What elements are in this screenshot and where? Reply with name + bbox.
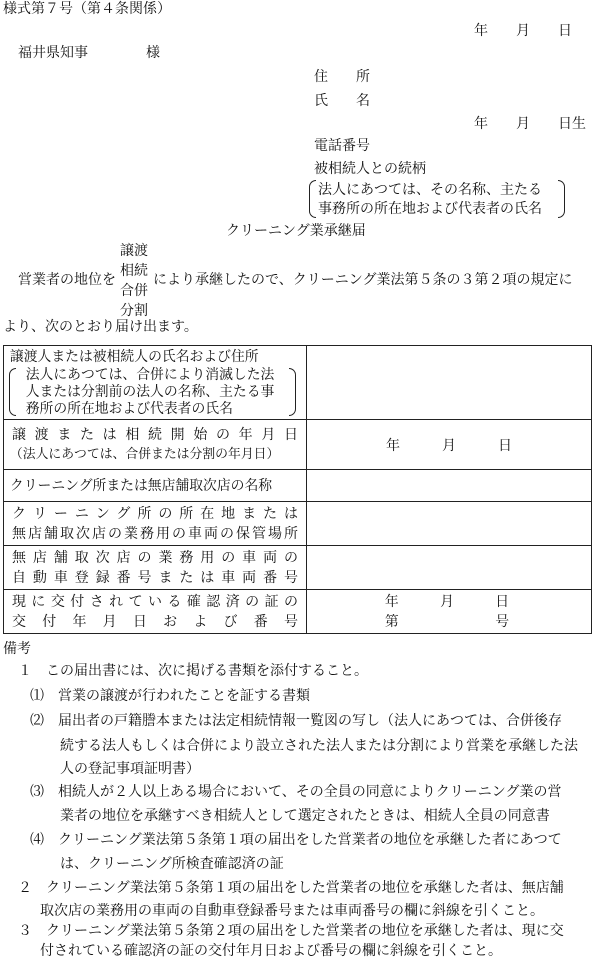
transferor-note-3: 務所の所在地および代表者の氏名 — [25, 401, 233, 417]
notes-heading: 備考 — [3, 641, 31, 657]
transfer-date-note: （法人にあつては、合併または分割の年月日） — [9, 446, 280, 462]
statement-line2: より、次のとおり届け出ます。 — [3, 319, 198, 335]
option-split: 分割 — [120, 303, 148, 319]
left-bracket — [309, 180, 316, 218]
option-merger: 合併 — [120, 283, 148, 299]
corp-note-line2: 事務所の所在地および代表者の氏名 — [318, 201, 542, 217]
location-value[interactable] — [307, 502, 592, 546]
table-row — [4, 420, 592, 470]
shop-name-label: クリーニング所または無店舗取次店の名称 — [9, 477, 273, 494]
location-label-2: 無店舗取次店の業務用の車両の保管場所 — [12, 525, 298, 542]
submission-date: 年 月 日 — [474, 23, 572, 39]
succession-table — [3, 345, 592, 634]
table-row — [4, 546, 592, 590]
option-inheritance: 相続 — [120, 263, 148, 279]
cell-certificate-label — [4, 590, 307, 634]
note-1-3a: ⑶ 相続人が２人以上ある場合において、その全員の同意によりクリーニング業の営 — [30, 784, 562, 800]
note-1-2a: ⑵ 届出者の戸籍謄本または法定相続情報一覧図の写し（法人にあつては、合併後存 — [30, 713, 562, 729]
transferor-label: 譲渡人または被相続人の氏名および住所 — [9, 349, 259, 365]
vehicle-label-1: 無店舗取次店の業務用の車両の — [12, 549, 298, 566]
note-3b: 付されている確認済の証の交付年月日および番号の欄に斜線を引くこと。 — [40, 943, 502, 959]
vehicle-label-2: 自動車登録番号または車両番号 — [12, 569, 298, 586]
note-1-4a: ⑷ クリーニング業法第５条第１項の届出をした営業者の地位を承継した者にあつて — [30, 832, 562, 848]
right-bracket — [558, 180, 565, 218]
table-row — [4, 346, 592, 420]
note-2a: ２ クリーニング業法第５条第１項の届出をした営業者の地位を承継した者は、無店舗 — [18, 880, 564, 896]
cell-transfer-date-label — [4, 420, 307, 470]
cell-transferor-label — [4, 346, 307, 420]
note-1-2b: 続する法人もしくは合併により設立された法人または分割により営業を承継した法 — [60, 738, 578, 754]
option-transfer: 譲渡 — [120, 243, 148, 259]
note-1: １ この届出書には、次に掲げる書類を添付すること。 — [18, 663, 368, 679]
addressee: 福井県知事 — [18, 45, 88, 61]
relation-label: 被相続人との続柄 — [314, 161, 426, 177]
address-label: 住 所 — [314, 69, 370, 85]
note-3a: ３ クリーニング業法第５条第２項の届出をした営業者の地位を承継した者は、現に交 — [18, 923, 564, 939]
certificate-number: 第 号 — [384, 613, 510, 630]
phone-label: 電話番号 — [314, 138, 370, 154]
corp-note-line1: 法人にあつては、その名称、主たる — [318, 182, 542, 198]
form-number: 様式第７号（第４条関係） — [3, 1, 171, 17]
note-1-3b: 業者の地位を承継すべき相続人として選定されたときは、相続人全員の同意書 — [60, 808, 550, 824]
location-label-1: クリーニング所の所在地または — [12, 505, 298, 522]
certificate-label-2: 交付年月日および番号 — [12, 613, 298, 630]
statement-suffix: により承継したので、クリーニング業法第５条の３第２項の規定に — [153, 272, 573, 288]
transfer-date-value[interactable]: 年 月 日 — [307, 420, 592, 470]
note-2b: 取次店の業務用の車両の自動車登録番号または車両番号の欄に斜線を引くこと。 — [40, 903, 544, 919]
transferor-note-2: 人または分割前の法人の名称、主たる事 — [25, 384, 275, 400]
cell-certificate-value[interactable] — [307, 590, 592, 634]
certificate-date: 年 月 日 — [384, 593, 510, 610]
name-label: 氏 名 — [314, 93, 370, 109]
transferor-note-1: 法人にあつては、合併により消滅した法 — [25, 367, 275, 383]
statement-prefix: 営業者の地位を — [18, 272, 116, 288]
transfer-date-label: 譲渡または相続開始の年月日 — [12, 426, 298, 443]
cell-vehicle-label — [4, 546, 307, 590]
transferor-value[interactable] — [307, 346, 592, 420]
certificate-label-1: 現に交付されている確認済の証の — [12, 593, 298, 610]
table-row — [4, 470, 592, 502]
vehicle-value[interactable] — [307, 546, 592, 590]
note-1-1: ⑴ 営業の譲渡が行われたことを証する書類 — [30, 688, 310, 704]
note-1-2c: 人の登記事項証明書） — [60, 761, 200, 777]
birth-date: 年 月 日生 — [474, 116, 586, 132]
cell-shop-name-label — [4, 470, 307, 502]
shop-name-value[interactable] — [307, 470, 592, 502]
honorific: 様 — [146, 45, 160, 61]
document-title: クリーニング業承継届 — [226, 223, 366, 239]
cell-location-label — [4, 502, 307, 546]
table-row — [4, 502, 592, 546]
table-row — [4, 590, 592, 634]
note-1-4b: は、クリーニング所検査確認済の証 — [60, 856, 284, 872]
